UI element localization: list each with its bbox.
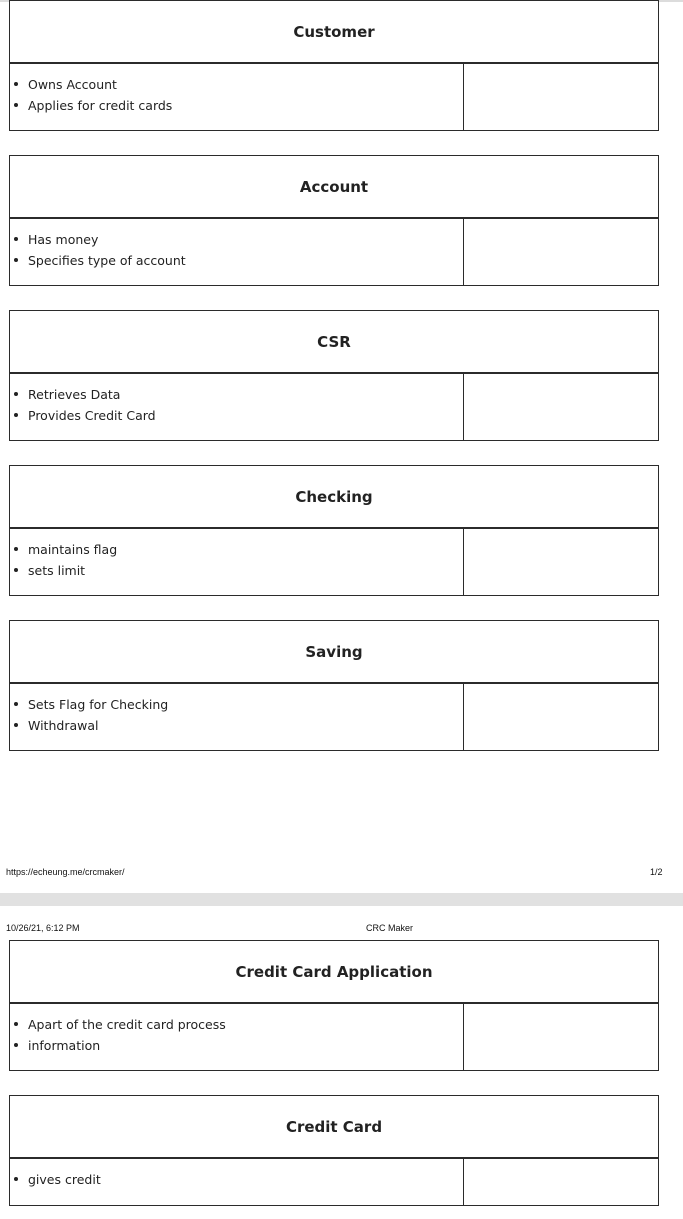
responsibility-item: Sets Flag for Checking <box>13 694 463 715</box>
collaborators <box>464 374 658 440</box>
responsibilities <box>10 1159 464 1205</box>
responsibility-item: Retrieves Data <box>13 384 463 405</box>
crc-card-credit-card-application <box>9 940 659 1071</box>
responsibilities <box>10 1004 464 1070</box>
responsibility-item: Owns Account <box>13 74 463 95</box>
card-title: Credit Card Application <box>10 941 658 1004</box>
collaborators <box>464 529 658 595</box>
collaborators <box>464 684 658 750</box>
responsibility-item: Provides Credit Card <box>13 405 463 426</box>
header-datetime: 10/26/21, 6:12 PM <box>6 923 80 933</box>
responsibilities <box>10 374 464 440</box>
collaborators <box>464 219 658 285</box>
crc-card-checking <box>9 465 659 596</box>
responsibilities <box>10 64 464 130</box>
collaborators <box>464 1004 658 1070</box>
responsibility-item: maintains flag <box>13 539 463 560</box>
card-title: Customer <box>10 1 658 64</box>
footer-page-number: 1/2 <box>650 867 663 877</box>
collaborators <box>464 64 658 130</box>
responsibilities <box>10 529 464 595</box>
responsibility-item: gives credit <box>13 1169 463 1190</box>
card-title: CSR <box>10 311 658 374</box>
crc-card-customer <box>9 0 659 131</box>
card-title: Credit Card <box>10 1096 658 1159</box>
card-title: Account <box>10 156 658 219</box>
crc-card-account <box>9 155 659 286</box>
responsibility-item: Applies for credit cards <box>13 95 463 116</box>
collaborators <box>464 1159 658 1205</box>
crc-card-credit-card <box>9 1095 659 1206</box>
responsibilities <box>10 219 464 285</box>
responsibility-item: Has money <box>13 229 463 250</box>
responsibility-item: sets limit <box>13 560 463 581</box>
page-separator <box>0 893 683 906</box>
responsibility-item: Apart of the credit card process <box>13 1014 463 1035</box>
crc-card-csr <box>9 310 659 441</box>
card-title: Checking <box>10 466 658 529</box>
responsibilities <box>10 684 464 750</box>
header-title: CRC Maker <box>366 923 414 933</box>
responsibility-item: Withdrawal <box>13 715 463 736</box>
footer-url: https://echeung.me/crcmaker/ <box>6 867 125 877</box>
card-title: Saving <box>10 621 658 684</box>
responsibility-item: information <box>13 1035 463 1056</box>
responsibility-item: Specifies type of account <box>13 250 463 271</box>
crc-card-saving <box>9 620 659 751</box>
